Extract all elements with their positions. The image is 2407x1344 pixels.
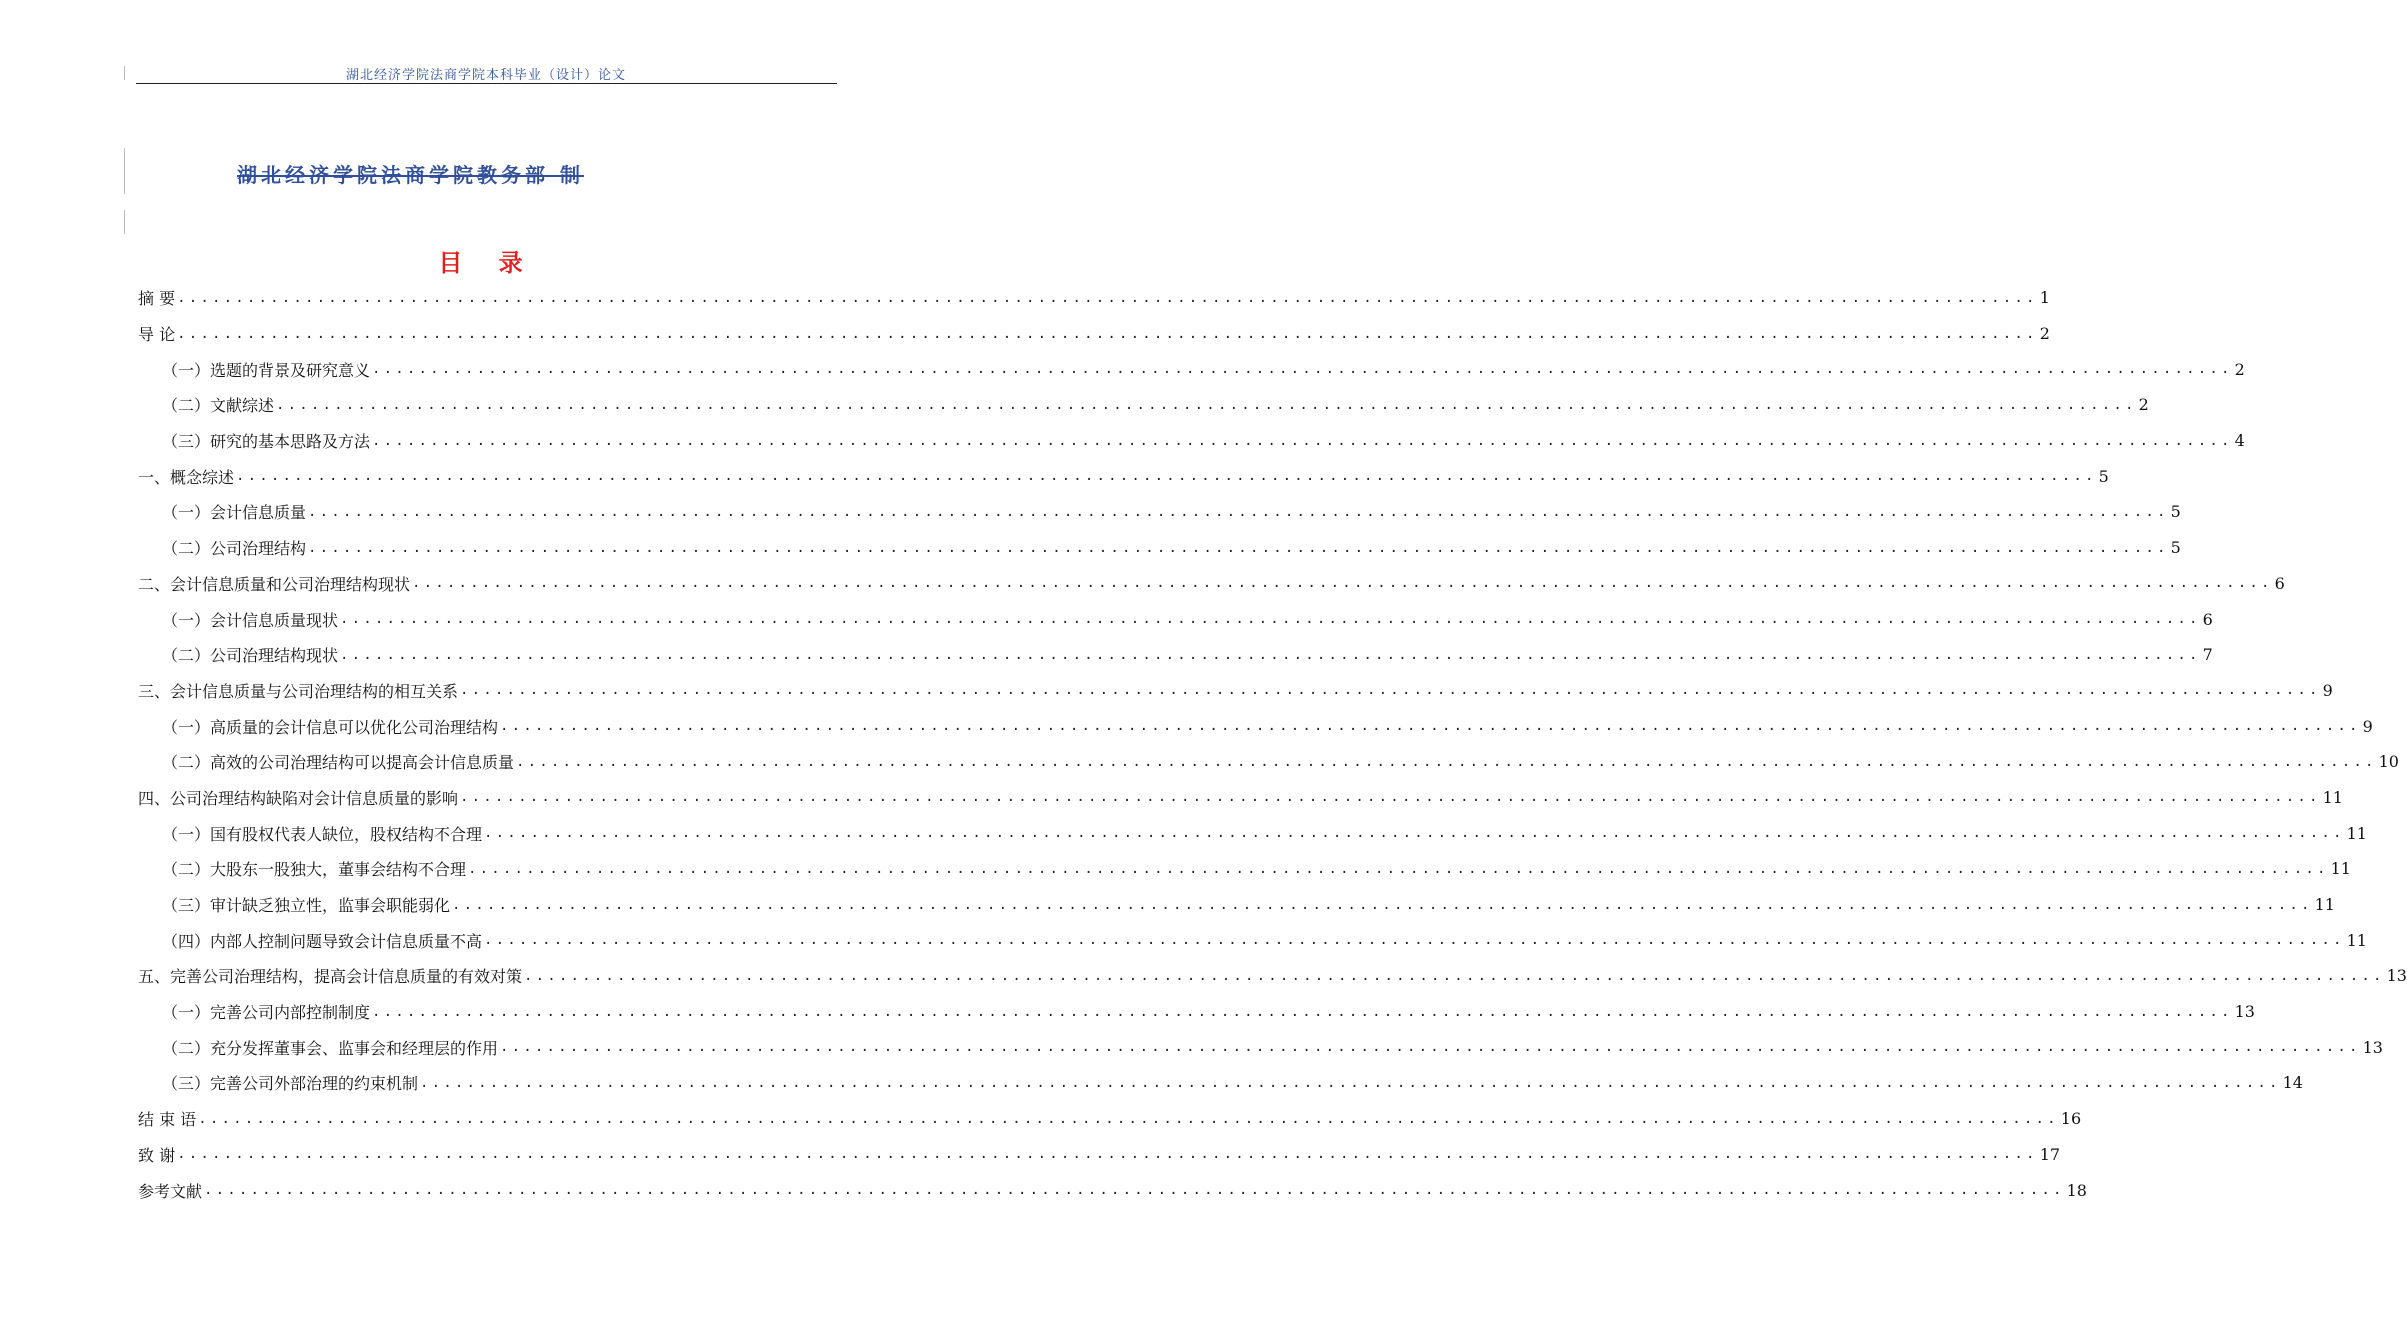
toc-entry[interactable] <box>138 1137 2061 1173</box>
toc-dot-leader: ................................................................................................................................................................ <box>340 611 2201 628</box>
toc-entry[interactable] <box>138 637 2213 673</box>
toc-dot-leader: ................................................................................................................................................................ <box>460 789 2321 806</box>
toc-entry[interactable] <box>138 423 2245 459</box>
toc-dot-leader: ................................................................................................................................................................ <box>204 1182 2065 1199</box>
toc-entry[interactable] <box>138 601 2213 637</box>
toc-entry-page: 17 <box>2039 1144 2061 1164</box>
table-of-contents <box>138 280 2407 1208</box>
toc-entry-page: 11 <box>2346 823 2367 843</box>
toc-entry-label: 结 束 语 <box>138 1110 197 1130</box>
toc-dot-leader: ................................................................................................................................................................ <box>484 932 2345 949</box>
toc-entry-label: （四）内部人控制问题导致会计信息质量不高 <box>162 931 483 951</box>
toc-dot-leader: ................................................................................................................................................................ <box>198 1110 2059 1127</box>
toc-entry-label: 三、会计信息质量与公司治理结构的相互关系 <box>138 681 459 701</box>
toc-entry-label: （三）完善公司外部治理的约束机制 <box>162 1074 419 1094</box>
toc-entry-label: （一）选题的背景及研究意义 <box>162 360 371 380</box>
toc-dot-leader: ................................................................................................................................................................ <box>468 860 2329 877</box>
toc-entry[interactable] <box>138 922 2367 958</box>
toc-entry-label: （三）研究的基本思路及方法 <box>162 432 371 452</box>
toc-entry[interactable] <box>138 1172 2087 1208</box>
toc-entry[interactable] <box>138 1029 2383 1065</box>
toc-entry-page: 11 <box>2322 787 2343 807</box>
toc-entry[interactable] <box>138 530 2181 566</box>
toc-entry-page: 9 <box>2362 716 2373 736</box>
toc-entry-label: 一、概念综述 <box>138 467 235 487</box>
toc-dot-leader: ................................................................................................................................................................ <box>460 682 2321 699</box>
toc-entry-label: （一）高质量的会计信息可以优化公司治理结构 <box>162 717 499 737</box>
toc-entry[interactable] <box>138 744 2399 780</box>
toc-dot-leader: ................................................................................................................................................................ <box>276 396 2137 413</box>
toc-entry[interactable] <box>138 458 2109 494</box>
toc-entry[interactable] <box>138 851 2351 887</box>
crop-mark <box>124 66 125 80</box>
toc-dot-leader: ................................................................................................................................................................ <box>452 896 2313 913</box>
toc-entry-page: 13 <box>2386 966 2407 986</box>
toc-entry[interactable] <box>138 316 2050 352</box>
toc-entry-label: （二）公司治理结构 <box>162 539 307 559</box>
toc-entry-page: 13 <box>2362 1037 2383 1057</box>
toc-entry-page: 11 <box>2330 859 2351 879</box>
toc-entry[interactable] <box>138 494 2181 530</box>
toc-entry-label: 二、会计信息质量和公司治理结构现状 <box>138 574 411 594</box>
toc-entry[interactable] <box>138 1101 2082 1137</box>
toc-entry[interactable] <box>138 1065 2303 1101</box>
toc-entry-label: （二）充分发挥董事会、监事会和经理层的作用 <box>162 1038 499 1058</box>
toc-dot-leader: ................................................................................................................................................................ <box>372 1003 2233 1020</box>
toc-entry[interactable] <box>138 815 2367 851</box>
toc-dot-leader: ................................................................................................................................................................ <box>177 289 2038 306</box>
toc-entry-page: 6 <box>2202 609 2213 629</box>
toc-dot-leader: ................................................................................................................................................................ <box>236 468 2097 485</box>
toc-entry-page: 13 <box>2234 1002 2255 1022</box>
toc-entry-label: （一）完善公司内部控制制度 <box>162 1003 371 1023</box>
toc-entry-page: 2 <box>2039 324 2050 344</box>
toc-dot-leader: ................................................................................................................................................................ <box>420 1074 2281 1091</box>
toc-entry[interactable] <box>138 708 2373 744</box>
toc-entry-page: 4 <box>2234 431 2245 451</box>
toc-entry-label: （二）公司治理结构现状 <box>162 646 339 666</box>
running-header: 湖北经济学院法商学院本科毕业（设计）论文 <box>345 68 626 83</box>
toc-entry-label: 五、完善公司治理结构，提高会计信息质量的有效对策 <box>138 967 523 987</box>
toc-dot-leader: ................................................................................................................................................................ <box>372 432 2233 449</box>
toc-dot-leader: ................................................................................................................................................................ <box>372 361 2233 378</box>
toc-entry-page: 10 <box>2378 752 2399 772</box>
toc-entry[interactable] <box>138 387 2149 423</box>
toc-entry-label: （一）会计信息质量现状 <box>162 610 339 630</box>
toc-entry[interactable] <box>138 994 2255 1030</box>
toc-entry-page: 14 <box>2282 1073 2303 1093</box>
toc-dot-leader: ................................................................................................................................................................ <box>516 753 2377 770</box>
toc-entry[interactable] <box>138 280 2050 316</box>
toc-entry-page: 11 <box>2346 930 2367 950</box>
toc-entry-label: （一）会计信息质量 <box>162 503 307 523</box>
toc-dot-leader: ................................................................................................................................................................ <box>177 325 2038 342</box>
toc-entry-label: 摘 要 <box>138 289 176 309</box>
toc-entry-page: 6 <box>2274 573 2285 593</box>
toc-entry-page: 2 <box>2138 395 2149 415</box>
toc-entry-label: （二）高效的公司治理结构可以提高会计信息质量 <box>162 753 515 773</box>
crop-mark <box>124 148 125 194</box>
toc-dot-leader: ................................................................................................................................................................ <box>308 539 2169 556</box>
toc-entry-label: 参考文献 <box>138 1181 203 1201</box>
toc-dot-leader: ................................................................................................................................................................ <box>500 718 2361 735</box>
toc-entry-label: 四、公司治理结构缺陷对会计信息质量的影响 <box>138 788 459 808</box>
toc-entry[interactable] <box>138 673 2333 709</box>
toc-entry[interactable] <box>138 566 2285 602</box>
toc-title: 目 录 <box>438 249 537 277</box>
toc-dot-leader: ................................................................................................................................................................ <box>177 1146 2038 1163</box>
department-line: 湖北经济学院法商学院教务部 制 <box>237 163 584 187</box>
toc-entry-page: 5 <box>2170 502 2181 522</box>
toc-entry-page: 5 <box>2098 466 2109 486</box>
toc-entry-label: （三）审计缺乏独立性，监事会职能弱化 <box>162 896 451 916</box>
toc-dot-leader: ................................................................................................................................................................ <box>412 575 2273 592</box>
toc-entry-page: 11 <box>2314 895 2335 915</box>
toc-entry-page: 1 <box>2039 288 2050 308</box>
toc-dot-leader: ................................................................................................................................................................ <box>484 825 2345 842</box>
toc-entry-label: （二）文献综述 <box>162 396 275 416</box>
toc-entry-page: 16 <box>2060 1109 2082 1129</box>
toc-entry-page: 9 <box>2322 680 2333 700</box>
toc-dot-leader: ................................................................................................................................................................ <box>500 1039 2361 1056</box>
toc-entry-label: 导 论 <box>138 325 176 345</box>
toc-entry-page: 2 <box>2234 359 2245 379</box>
toc-entry[interactable] <box>138 351 2245 387</box>
toc-entry[interactable] <box>138 887 2335 923</box>
toc-dot-leader: ................................................................................................................................................................ <box>308 503 2169 520</box>
toc-entry-page: 5 <box>2170 538 2181 558</box>
header-rule <box>136 83 837 84</box>
toc-entry-label: （二）大股东一股独大，董事会结构不合理 <box>162 860 467 880</box>
toc-entry-page: 18 <box>2066 1180 2087 1200</box>
toc-entry[interactable] <box>138 780 2343 816</box>
toc-entry-label: （一）国有股权代表人缺位，股权结构不合理 <box>162 824 483 844</box>
toc-entry-label: 致 谢 <box>138 1145 176 1165</box>
crop-mark <box>124 210 125 234</box>
toc-entry[interactable] <box>138 958 2407 994</box>
toc-dot-leader: ................................................................................................................................................................ <box>340 646 2201 663</box>
toc-dot-leader: ................................................................................................................................................................ <box>524 967 2385 984</box>
toc-entry-page: 7 <box>2202 645 2213 665</box>
